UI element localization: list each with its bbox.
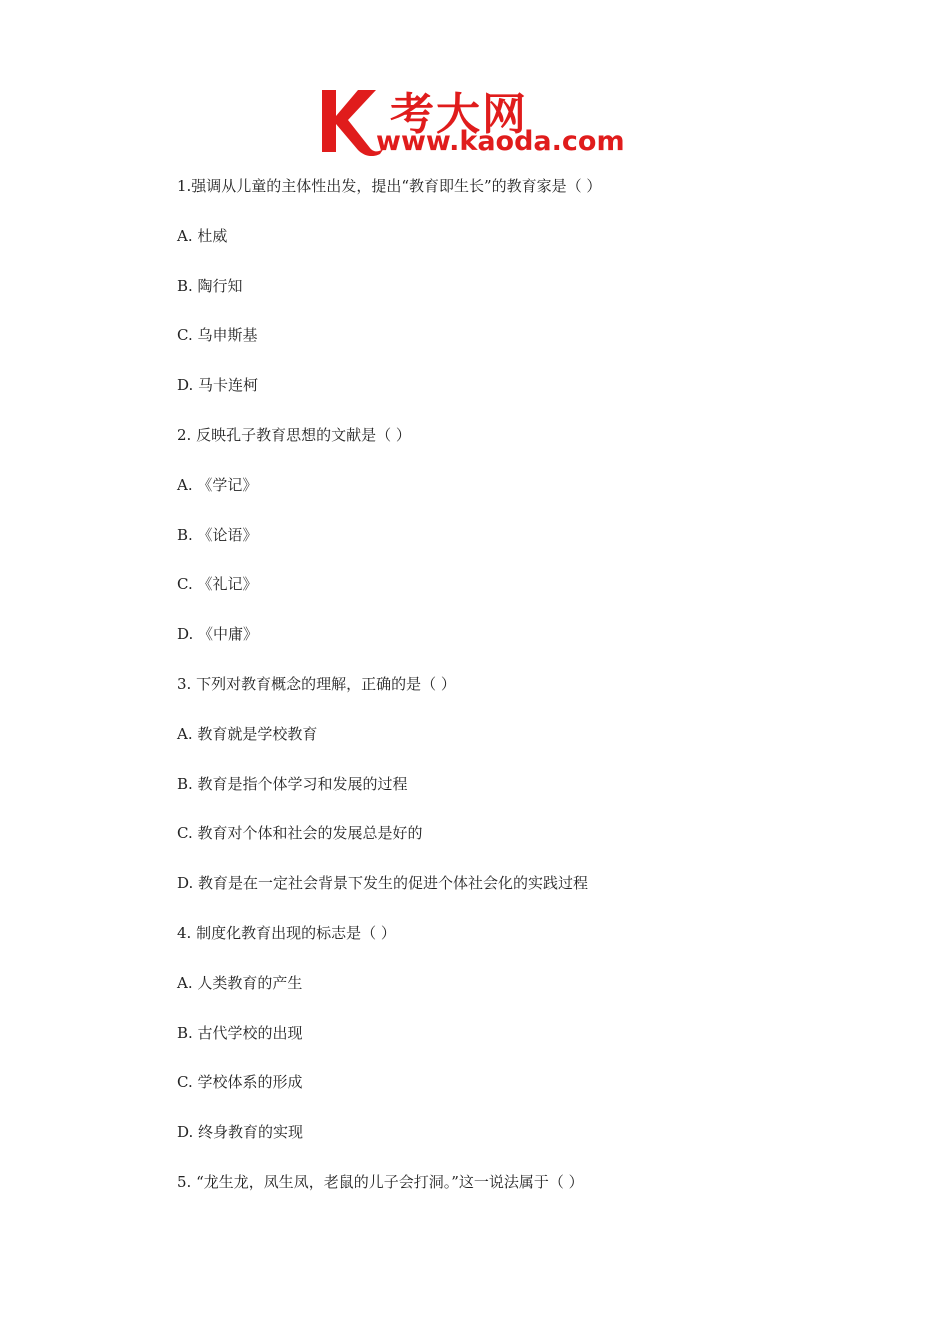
question-2-option-c: C. 《礼记》 [177,575,258,594]
question-2-option-a: A. 《学记》 [177,475,258,494]
question-4-option-a: A. 人类教育的产生 [177,973,303,992]
question-1-option-c: C. 乌申斯基 [177,326,258,345]
question-4-option-c: C. 学校体系的形成 [177,1073,303,1092]
question-1-option-b: B. 陶行知 [177,276,243,295]
question-1-option-d: D. 马卡连柯 [177,376,259,395]
kaoda-logo [318,82,638,160]
question-list [177,176,877,1222]
question-3-option-c: C. 教育对个体和社会的发展总是好的 [177,824,423,843]
question-3-option-a: A. 教育就是学校教育 [177,724,318,743]
question-4-option-d: D. 终身教育的实现 [177,1123,304,1142]
question-2: 2. 反映孔子教育思想的文献是（ ） [177,425,411,444]
question-3: 3. 下列对教育概念的理解，正确的是（ ） [177,674,456,693]
logo-name: 考大网 [390,89,528,140]
question-1: 1.强调从儿童的主体性出发，提出“教育即生长”的教育家是（ ） [177,177,602,195]
question-5: 5. “龙生龙，凤生凤，老鼠的儿子会打洞。”这一说法属于（ ） [177,1172,584,1191]
logo-url: www.kaoda.com [376,126,625,157]
question-4: 4. 制度化教育出现的标志是（ ） [177,923,396,942]
question-3-option-d: D. 教育是在一定社会背景下发生的促进个体社会化的实践过程 [177,874,589,893]
question-2-option-d: D. 《中庸》 [177,625,259,644]
question-4-option-b: B. 古代学校的出现 [177,1023,303,1042]
question-1-option-a: A. 杜威 [177,226,228,245]
question-3-option-b: B. 教育是指个体学习和发展的过程 [177,774,408,793]
question-2-option-b: B. 《论语》 [177,525,258,544]
